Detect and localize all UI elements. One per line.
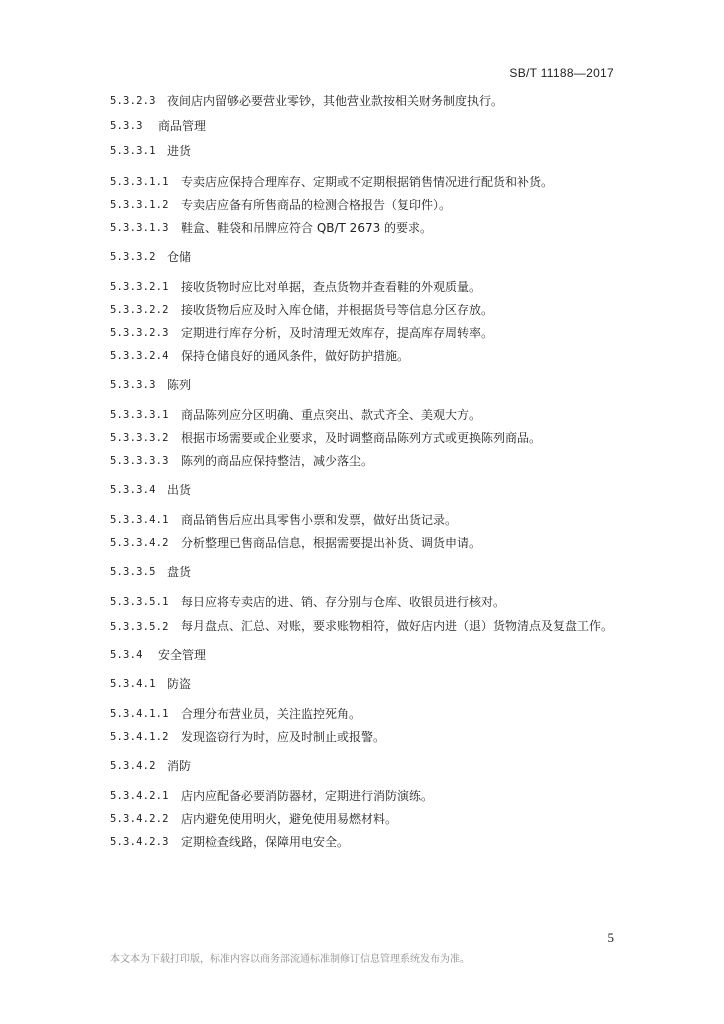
- clause-text: 店内避免使用明火，避免使用易燃材料。: [181, 812, 398, 826]
- clause-5-3-3-2-4: [110, 349, 614, 364]
- heading-5-3-3: [110, 119, 614, 134]
- clause-text: 商品销售后应出具零售小票和发票，做好出货记录。: [181, 513, 458, 527]
- clause-text: 保持仓储良好的通风条件，做好防护措施。: [181, 349, 410, 363]
- clause-5-3-3-1-1: [110, 175, 614, 190]
- clause-number: 5.3.3.4: [110, 484, 156, 496]
- clause-text: 店内应配备必要消防器材，定期进行消防演练。: [181, 789, 434, 803]
- clause-number: 5.3.3.2.4: [110, 350, 169, 362]
- clause-text: 分析整理已售商品信息，根据需要提出补货、调货申请。: [181, 536, 482, 550]
- clause-text: 陈列的商品应保持整洁，减少落尘。: [181, 454, 374, 468]
- clause-text: 接收货物后应及时入库仓储，并根据货号等信息分区存放。: [181, 303, 494, 317]
- clause-number: 5.3.3.5: [110, 566, 156, 578]
- clause-5-3-2-3: [110, 94, 614, 109]
- clause-text: 发现盗窃行为时，应及时制止或报警。: [181, 730, 386, 744]
- clause-number: 5.3.3.4.1: [110, 514, 169, 526]
- clause-number: 5.3.2.3: [110, 95, 156, 107]
- clause-5-3-3-4-1: [110, 513, 614, 528]
- heading-5-3-3-4: [110, 483, 614, 498]
- clause-text: 陈列: [167, 378, 192, 392]
- clause-5-3-3-1-2: [110, 198, 614, 213]
- clause-number: 5.3.3.1.3: [110, 222, 169, 234]
- heading-5-3-4-1: [110, 677, 614, 692]
- clause-text: 根据市场需要或企业要求，及时调整商品陈列方式或更换陈列商品。: [181, 431, 542, 445]
- clause-number: 5.3.3.3: [110, 379, 156, 391]
- clause-5-3-3-2-1: [110, 280, 614, 295]
- clause-5-3-3-3-1: [110, 408, 614, 423]
- clause-number: 5.3.4.2.1: [110, 790, 169, 802]
- clause-text: 夜间店内留够必要营业零钞，其他营业款按相关财务制度执行。: [167, 94, 504, 108]
- clause-number: 5.3.3.1.1: [110, 176, 169, 188]
- clause-text: 专卖店应保持合理库存、定期或不定期根据销售情况进行配货和补货。: [181, 175, 554, 189]
- clause-5-3-3-4-2: [110, 536, 614, 551]
- clause-5-3-4-2-1: [110, 789, 614, 804]
- heading-5-3-3-3: [110, 378, 614, 393]
- clause-text: 出货: [167, 483, 192, 497]
- clause-text: 定期检查线路，保障用电安全。: [181, 835, 350, 849]
- clause-text: 防盗: [167, 677, 192, 691]
- clause-number: 5.3.3.2.3: [110, 327, 169, 339]
- clause-number: 5.3.4.1.1: [110, 708, 169, 720]
- heading-5-3-4: [110, 648, 614, 663]
- clause-5-3-3-2-3: [110, 326, 614, 341]
- heading-5-3-3-2: [110, 250, 614, 265]
- clause-text: 定期进行库存分析，及时清理无效库存，提高库存周转率。: [181, 326, 494, 340]
- clause-number: 5.3.3.1: [110, 145, 156, 157]
- clause-number: 5.3.3.2: [110, 251, 156, 263]
- clause-text: 专卖店应备有所售商品的检测合格报告（复印件）。: [181, 198, 452, 212]
- clause-text: 合理分布营业员，关注监控死角。: [181, 707, 362, 721]
- clause-text: 接收货物时应比对单据，查点货物并查看鞋的外观质量。: [181, 280, 482, 294]
- clause-number: 5.3.3.3.2: [110, 432, 169, 444]
- clause-5-3-3-1-3: [110, 221, 614, 236]
- clause-5-3-4-1-2: [110, 730, 614, 745]
- clause-text: 商品管理: [158, 119, 207, 133]
- clause-number: 5.3.3.5.2: [110, 621, 169, 633]
- clause-text: 商品陈列应分区明确、重点突出、款式齐全、美观大方。: [181, 408, 482, 422]
- document-body: [110, 92, 614, 850]
- clause-number: 5.3.4.2.3: [110, 836, 169, 848]
- clause-number: 5.3.4.2.2: [110, 813, 169, 825]
- clause-number: 5.3.3.5.1: [110, 596, 169, 608]
- footer-note: 本文本为下载打印版，标准内容以商务部流通标准制修订信息管理系统发布为准。: [110, 954, 470, 965]
- clause-number: 5.3.4.1.2: [110, 731, 169, 743]
- clause-text: 盘货: [167, 565, 192, 579]
- clause-5-3-3-5-1: [110, 595, 614, 610]
- clause-5-3-3-2-2: [110, 303, 614, 318]
- heading-5-3-4-2: [110, 759, 614, 774]
- standard-code: SB/T 11188—2017: [509, 66, 614, 80]
- clause-text: 消防: [167, 759, 192, 773]
- clause-number: 5.3.3.3.1: [110, 409, 169, 421]
- clause-number: 5.3.4: [110, 649, 143, 661]
- clause-text: 每日应将专卖店的进、销、存分别与仓库、收银员进行核对。: [181, 595, 506, 609]
- clause-text: 进货: [167, 144, 192, 158]
- clause-text: 鞋盒、鞋袋和吊牌应符合 QB/T 2673 的要求。: [181, 221, 433, 235]
- clause-text: 仓储: [167, 250, 192, 264]
- clause-5-3-3-3-2: [110, 431, 614, 446]
- heading-5-3-3-1: [110, 144, 614, 159]
- clause-5-3-4-2-3: [110, 835, 614, 850]
- clause-text: 每月盘点、汇总、对账，要求账物相符，做好店内进（退）货物清点及复盘工作。: [181, 619, 614, 633]
- clause-5-3-3-5-2: [110, 615, 614, 638]
- clause-number: 5.3.4.1: [110, 678, 156, 690]
- clause-text: 安全管理: [158, 648, 207, 662]
- clause-5-3-4-1-1: [110, 707, 614, 722]
- clause-number: 5.3.3.1.2: [110, 199, 169, 211]
- page-number: 5: [607, 930, 614, 945]
- clause-number: 5.3.3.4.2: [110, 537, 169, 549]
- clause-5-3-4-2-2: [110, 812, 614, 827]
- clause-number: 5.3.3.3.3: [110, 455, 169, 467]
- heading-5-3-3-5: [110, 565, 614, 580]
- clause-5-3-3-3-3: [110, 454, 614, 469]
- clause-number: 5.3.3.2.1: [110, 281, 169, 293]
- clause-number: 5.3.3: [110, 120, 143, 132]
- clause-number: 5.3.3.2.2: [110, 304, 169, 316]
- clause-number: 5.3.4.2: [110, 760, 156, 772]
